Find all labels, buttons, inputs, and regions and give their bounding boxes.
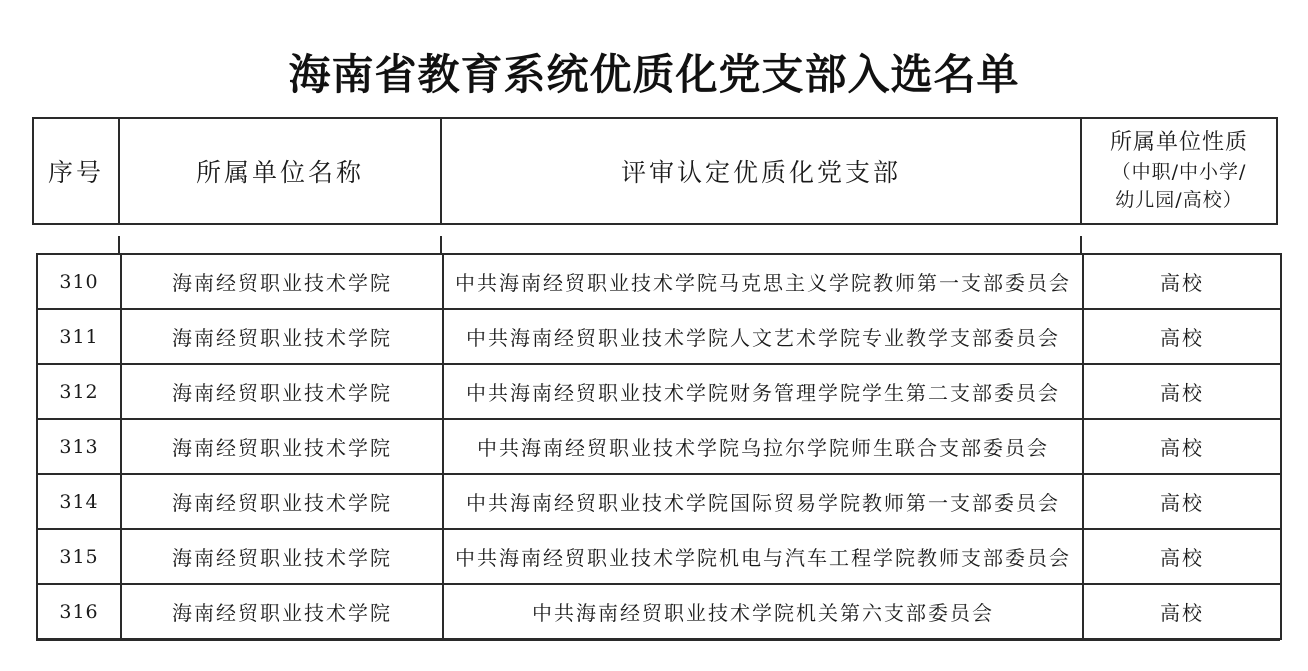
row-number: 314 (37, 474, 121, 529)
table-row (37, 309, 1281, 364)
row-unit-type: 高校 (1083, 474, 1281, 529)
header-nature-line3: 幼儿园/高校） (1115, 189, 1243, 211)
table-row (37, 364, 1281, 419)
row-branch-name: 中共海南经贸职业技术学院国际贸易学院教师第一支部委员会 (443, 474, 1083, 529)
row-number: 310 (37, 254, 121, 309)
row-branch-name: 中共海南经贸职业技术学院人文艺术学院专业教学支部委员会 (443, 309, 1083, 364)
column-divider-stub (1080, 236, 1082, 253)
page-title: 海南省教育系统优质化党支部入选名单 (288, 50, 1020, 99)
row-unit-name: 海南经贸职业技术学院 (121, 529, 443, 584)
row-unit-name: 海南经贸职业技术学院 (121, 419, 443, 474)
row-unit-type: 高校 (1083, 584, 1281, 639)
table-row (37, 529, 1281, 584)
header-nature-line2: （中职/中小学/ (1111, 161, 1247, 183)
row-branch-name: 中共海南经贸职业技术学院财务管理学院学生第二支部委员会 (443, 364, 1083, 419)
header-seq: 序号 (33, 118, 119, 224)
row-branch-name: 中共海南经贸职业技术学院机电与汽车工程学院教师支部委员会 (443, 529, 1083, 584)
table-row (37, 254, 1281, 309)
row-branch-name: 中共海南经贸职业技术学院乌拉尔学院师生联合支部委员会 (443, 419, 1083, 474)
row-number: 316 (37, 584, 121, 639)
row-unit-name: 海南经贸职业技术学院 (121, 474, 443, 529)
header-branch: 评审认定优质化党支部 (441, 118, 1081, 224)
table-row (37, 474, 1281, 529)
row-branch-name: 中共海南经贸职业技术学院马克思主义学院教师第一支部委员会 (443, 254, 1083, 309)
row-number: 313 (37, 419, 121, 474)
row-number: 312 (37, 364, 121, 419)
row-unit-type: 高校 (1083, 419, 1281, 474)
row-unit-type: 高校 (1083, 309, 1281, 364)
row-unit-type: 高校 (1083, 254, 1281, 309)
header-nature (1081, 118, 1277, 224)
row-unit-name: 海南经贸职业技术学院 (121, 254, 443, 309)
table-continuation-edge (36, 639, 1280, 649)
row-branch-name: 中共海南经贸职业技术学院机关第六支部委员会 (443, 584, 1083, 639)
row-number: 311 (37, 309, 121, 364)
table-row (37, 584, 1281, 639)
row-unit-name: 海南经贸职业技术学院 (121, 584, 443, 639)
row-unit-name: 海南经贸职业技术学院 (121, 309, 443, 364)
row-unit-type: 高校 (1083, 529, 1281, 584)
table-row (37, 419, 1281, 474)
header-row (33, 118, 1277, 224)
row-number: 315 (37, 529, 121, 584)
column-divider-stub (118, 236, 120, 253)
header-unit: 所属单位名称 (119, 118, 441, 224)
row-unit-type: 高校 (1083, 364, 1281, 419)
body-table (36, 253, 1282, 640)
row-unit-name: 海南经贸职业技术学院 (121, 364, 443, 419)
column-divider-stub (440, 236, 442, 253)
header-table (32, 117, 1278, 225)
header-nature-line1: 所属单位性质 (1109, 130, 1248, 155)
